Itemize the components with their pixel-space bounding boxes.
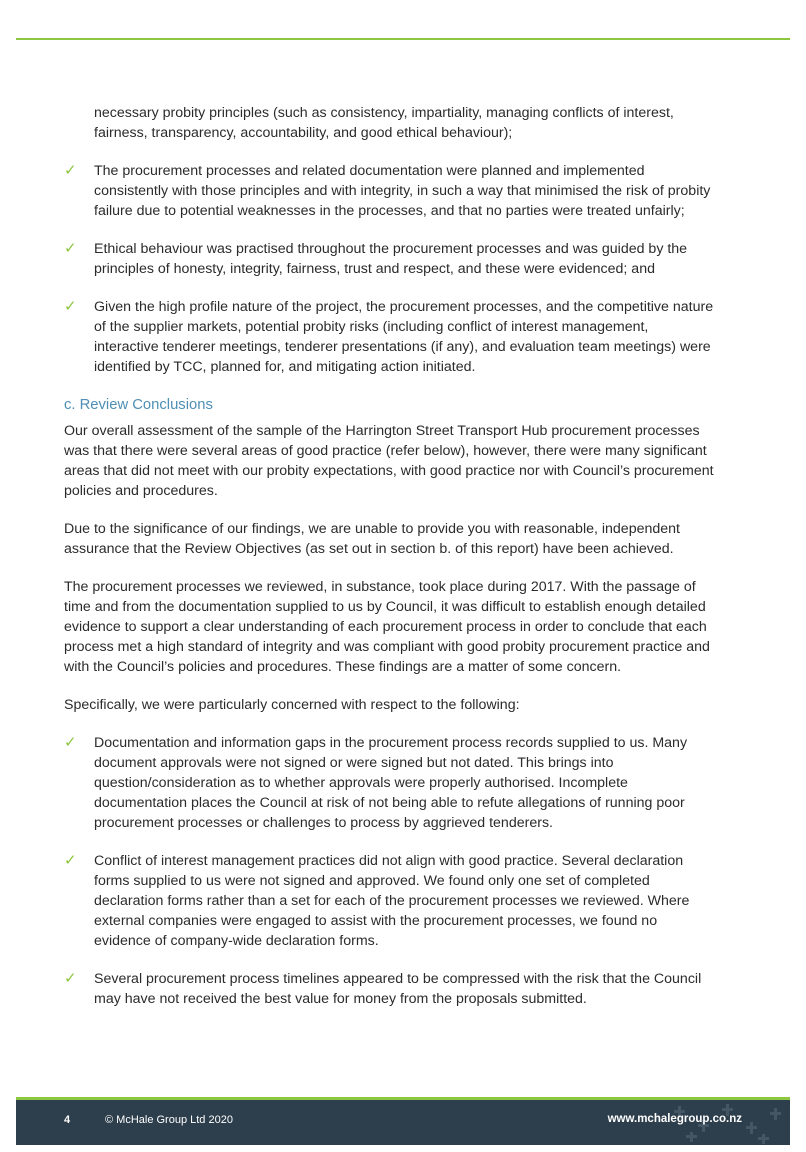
list-item-text: Conflict of interest management practices did not align with good practice. Several declaration forms supplied to us were not signed and approved. We found only one set of completed declaration forms rather than a set for each of the procurement processes we reviewed. Where external companies were engaged to assist with the procurement processes, we found no evidence of company-wide declaration forms. [94, 853, 690, 949]
list-item [64, 239, 714, 279]
intro-continuation: necessary probity principles (such as consistency, impartiality, managing conflicts of interest, fairness, transparency, accountability, and good ethical behaviour); [94, 105, 674, 141]
checkmark-icon: ✓ [64, 734, 77, 751]
checkmark-icon: ✓ [64, 298, 77, 315]
list-item-text: Documentation and information gaps in the procurement process records supplied to us. Many document approvals were not signed or were signed but not dated. This brings into question/consideration as to whether approvals were properly authorised. Incomplete documentation places the Council at risk of not being able to refute allegations of running poor procurement processes or challenges to process by aggrieved tenderers. [94, 735, 688, 831]
paragraph: Due to the significance of our findings, we are unable to provide you with reasonable, independent assurance that the Review Objectives (as set out in section b. of this report) have been achieved. [64, 521, 680, 557]
list-item [64, 161, 714, 221]
header-rule [16, 38, 790, 40]
section-heading: c. Review Conclusions [64, 397, 213, 413]
paragraph: The procurement processes we reviewed, in substance, took place during 2017. With the passage of time and from the documentation supplied to us by Council, it was difficult to establish enough detailed evidence to support a clear understanding of each procurement process in order to conclude that each process met a high standard of integrity and was compliant with good probity procurement practice and with the Council’s policies and procedures. These findings are a matter of some concern. [64, 579, 710, 675]
list-item-text: Several procurement process timelines appeared to be compressed with the risk that the Council may have not received the best value for money from the proposals submitted. [94, 971, 702, 1007]
page-number: 4 [64, 1114, 71, 1126]
copyright-text: © McHale Group Ltd 2020 [105, 1114, 233, 1126]
checkmark-icon: ✓ [64, 240, 77, 257]
list-item [64, 969, 714, 1009]
page-footer [16, 1097, 790, 1145]
list-item [64, 297, 714, 377]
website-link[interactable]: www.mchalegroup.co.nz [607, 1113, 742, 1125]
list-item-text: Ethical behaviour was practised throughout the procurement processes and was guided by the principles of honesty, integrity, fairness, trust and respect, and these were evidenced; and [94, 241, 688, 277]
list-item-text: Given the high profile nature of the project, the procurement processes, and the competitive nature of the supplier markets, potential probity risks (including conflict of interest management, interactive tenderer meetings, tenderer presentations (if any), and evaluation team meetings) were identified by TCC, planned for, and mitigating action initiated. [94, 299, 714, 375]
paragraph: Our overall assessment of the sample of the Harrington Street Transport Hub procurement processes was that there were several areas of good practice (refer below), however, there were many significant areas that did not meet with our probity expectations, with good practice nor with Council’s procurement policies and procedures. [64, 423, 714, 499]
page-content [64, 103, 714, 1027]
list-item [64, 851, 714, 951]
checkmark-icon: ✓ [64, 970, 77, 987]
checkmark-icon: ✓ [64, 162, 77, 179]
list-item-text: The procurement processes and related documentation were planned and implemented consistently with those principles and with integrity, in such a way that minimised the risk of probity failure due to potential weaknesses in the processes, and that no parties were treated unfairly; [94, 163, 711, 219]
paragraph: Specifically, we were particularly concerned with respect to the following: [64, 697, 520, 713]
checkmark-icon: ✓ [64, 852, 77, 869]
list-item [64, 733, 714, 833]
